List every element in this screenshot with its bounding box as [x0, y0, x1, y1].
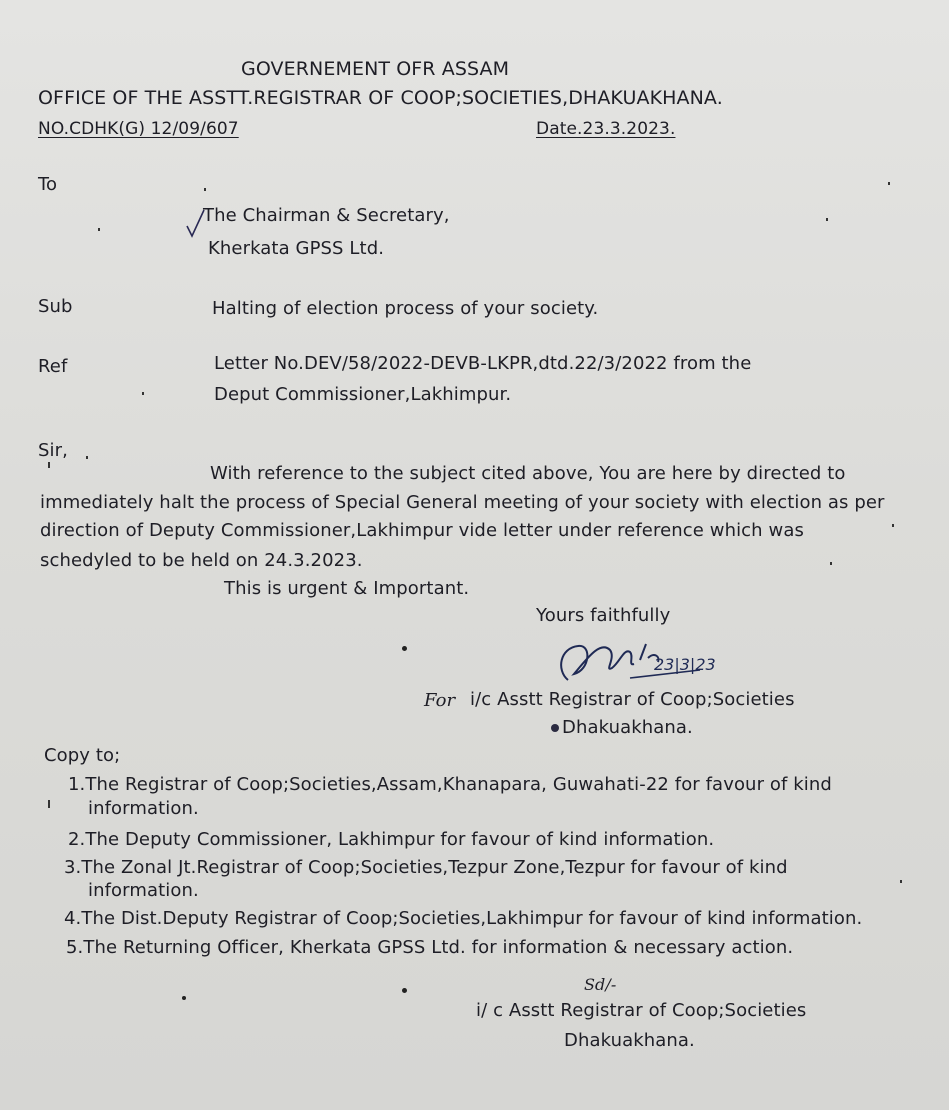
- speck: [402, 988, 407, 993]
- urgent-note: This is urgent & Important.: [224, 578, 470, 599]
- speck: [402, 646, 407, 651]
- yours-faithfully: Yours faithfully: [536, 605, 671, 626]
- speck: [86, 456, 88, 459]
- copy-item-3-cont: information.: [88, 880, 199, 901]
- ink-dot: [551, 724, 559, 732]
- copy-item-5: 5.The Returning Officer, Kherkata GPSS Ltd. for information & necessary action.: [66, 937, 794, 958]
- subject-label: Sub: [38, 296, 73, 317]
- salutation: Sir,: [38, 440, 68, 461]
- ref-line-1: Letter No.DEV/58/2022-DEVB-LKPR,dtd.22/3/2022 from the: [214, 353, 752, 374]
- speck: [888, 182, 890, 185]
- body-line-3: direction of Deputy Commissioner,Lakhimpur vide letter under reference which was: [40, 520, 804, 541]
- to-label: To: [38, 174, 58, 195]
- subject-text: Halting of election process of your society.: [212, 298, 599, 319]
- speck: [892, 524, 894, 527]
- copy-item-4: 4.The Dist.Deputy Registrar of Coop;Societies,Lakhimpur for favour of kind information.: [64, 908, 863, 929]
- copy-item-1-cont: information.: [88, 798, 199, 819]
- speck: [182, 996, 186, 1000]
- speck: [826, 218, 828, 221]
- body-line-4: schedyled to be held on 24.3.2023.: [40, 550, 363, 571]
- footer-place: Dhakuakhana.: [564, 1030, 695, 1051]
- reference-number: NO.CDHK(G) 12/09/607: [38, 119, 239, 139]
- sign-for: For: [424, 690, 456, 711]
- speck: [142, 392, 144, 395]
- body-line-2: immediately halt the process of Special General meeting of your society with election as per: [40, 492, 885, 513]
- speck: [48, 462, 50, 468]
- signature-icon: [550, 630, 720, 692]
- copy-item-1: 1.The Registrar of Coop;Societies,Assam,Khanapara, Guwahati-22 for favour of kind: [68, 774, 832, 795]
- ref-label: Ref: [38, 356, 68, 377]
- copy-item-3: 3.The Zonal Jt.Registrar of Coop;Societies,Tezpur Zone,Tezpur for favour of kind: [64, 857, 788, 878]
- closing-place: Dhakuakhana.: [562, 717, 693, 738]
- sd-mark: Sd/-: [584, 975, 617, 994]
- body-line-1: With reference to the subject cited above, You are here by directed to: [210, 463, 846, 484]
- copy-item-2: 2.The Deputy Commissioner, Lakhimpur for favour of kind information.: [68, 829, 715, 850]
- addressee-line-1: The Chairman & Secretary,: [203, 205, 450, 226]
- speck: [204, 188, 206, 191]
- speck: [900, 880, 902, 883]
- speck: [98, 228, 100, 231]
- closing-designation: i/c Asstt Registrar of Coop;Societies: [470, 689, 795, 710]
- ref-line-2: Deput Commissioner,Lakhimpur.: [214, 384, 512, 405]
- letter-date: Date.23.3.2023.: [536, 119, 676, 139]
- footer-designation: i/ c Asstt Registrar of Coop;Societies: [476, 1000, 807, 1021]
- office-heading: OFFICE OF THE ASSTT.REGISTRAR OF COOP;SOCIETIES,DHAKUAKHANA.: [38, 87, 723, 109]
- copy-heading: Copy to;: [44, 745, 121, 766]
- govt-heading: GOVERNEMENT OFR ASSAM: [241, 58, 510, 80]
- speck: [830, 562, 832, 565]
- svg-text:23|3|23: 23|3|23: [654, 655, 716, 674]
- speck: [48, 800, 50, 808]
- addressee-line-2: Kherkata GPSS Ltd.: [208, 238, 385, 259]
